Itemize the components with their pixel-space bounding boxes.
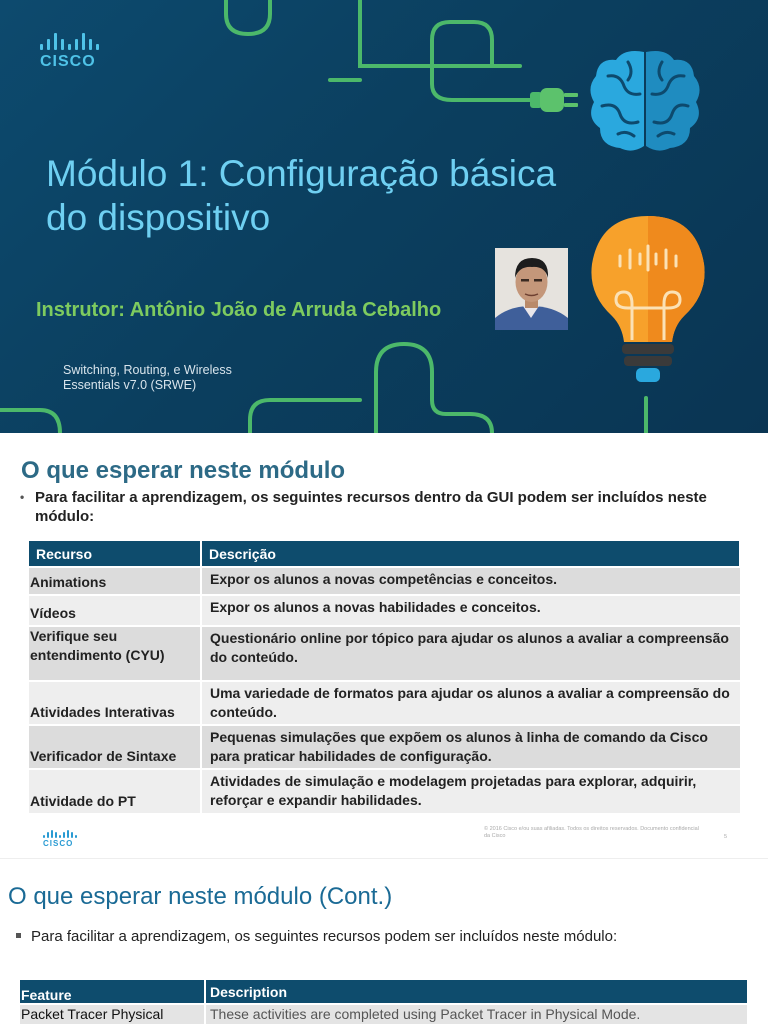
table-row [29, 681, 740, 725]
intro-bullet-cont-text: Para facilitar a aprendizagem, os seguintes recursos podem ser incluídos neste módulo: [31, 928, 618, 945]
cell-descricao: Uma variedade de formatos para ajudar os alunos a avaliar a compreensão do conteúdo. [201, 681, 740, 725]
cell-descricao: Atividades de simulação e modelagem projetadas para explorar, adquirir, reforçar e expandir habilidades. [201, 769, 740, 813]
brain-icon [588, 46, 704, 154]
page-number: 5 [724, 834, 728, 840]
column-header-descricao: Descrição [201, 541, 740, 567]
cell-recurso: Vídeos [29, 595, 201, 626]
table-row [29, 626, 740, 681]
bullet-square-icon [16, 933, 21, 938]
footer-copyright: © 2016 Cisco e/ou suas afiliadas. Todos os direitos reservados. Documento confidencial da Cisco [484, 826, 699, 839]
cell-recurso: Animations [29, 567, 201, 595]
footer-cisco-bars [43, 830, 77, 838]
instructor-name: Instrutor: Antônio João de Arruda Cebalho [36, 299, 442, 321]
content-slide-cont [0, 858, 768, 1024]
instructor-photo [495, 248, 568, 330]
cell-recurso: Verifique seu entendimento (CYU) [29, 626, 201, 681]
section-title: O que esperar neste módulo [21, 457, 346, 484]
person-silhouette-icon [495, 248, 568, 330]
section-title-cont: O que esperar neste módulo (Cont.) [8, 883, 393, 910]
features-table [20, 980, 747, 1024]
column-header-recurso: Recurso [29, 541, 201, 567]
cell-descricao: Expor os alunos a novas habilidades e conceitos. [201, 595, 740, 626]
slide-title [46, 152, 606, 240]
intro-bullet [20, 488, 720, 526]
column-header-description: Description [205, 980, 747, 1004]
intro-bullet-text: Para facilitar a aprendizagem, os seguintes recursos dentro da GUI podem ser incluídos neste módulo: [35, 489, 707, 525]
cell-recurso: Atividades Interativas [29, 681, 201, 725]
course-name [63, 363, 283, 393]
course-line1: Switching, Routing, e Wireless [63, 363, 232, 377]
cell-recurso: Atividade do PT [29, 769, 201, 813]
column-header-feature: Feature [20, 980, 205, 1004]
table-header-row [20, 980, 747, 1004]
cell-description: These activities are completed using Packet Tracer in Physical Mode. [205, 1004, 747, 1024]
course-line2: Essentials v7.0 (SRWE) [63, 378, 197, 392]
table-row [29, 567, 740, 595]
cell-recurso: Verificador de Sintaxe [29, 725, 201, 769]
footer-cisco-wordmark: CISCO [43, 839, 74, 848]
footer-cisco-logo-icon [43, 830, 77, 848]
cisco-logo-icon [40, 32, 110, 72]
cell-descricao: Questionário online por tópico para ajudar os alunos a avaliar a compreensão do conteúdo. [201, 626, 740, 681]
slide-title-line2: do dispositivo [46, 197, 271, 238]
cell-descricao: Expor os alunos a novas competências e conceitos. [201, 567, 740, 595]
title-slide [0, 0, 768, 433]
cisco-bars [40, 32, 110, 50]
plug-icon [530, 84, 582, 116]
slide-title-line1: Módulo 1: Configuração básica [46, 153, 557, 194]
cell-descricao: Pequenas simulações que expõem os alunos à linha de comando da Cisco para praticar habilidades de configuração. [201, 725, 740, 769]
table-row [29, 769, 740, 813]
cisco-wordmark: CISCO [40, 53, 96, 70]
table-row [29, 725, 740, 769]
table-header-row [29, 541, 740, 567]
cell-feature: Packet Tracer Physical [20, 1004, 205, 1024]
table-row [20, 1004, 747, 1024]
content-slide [0, 433, 768, 858]
intro-bullet-cont [16, 928, 617, 945]
table-row [29, 595, 740, 626]
resources-table [29, 541, 741, 813]
bullet-dot-icon: • [20, 490, 25, 504]
